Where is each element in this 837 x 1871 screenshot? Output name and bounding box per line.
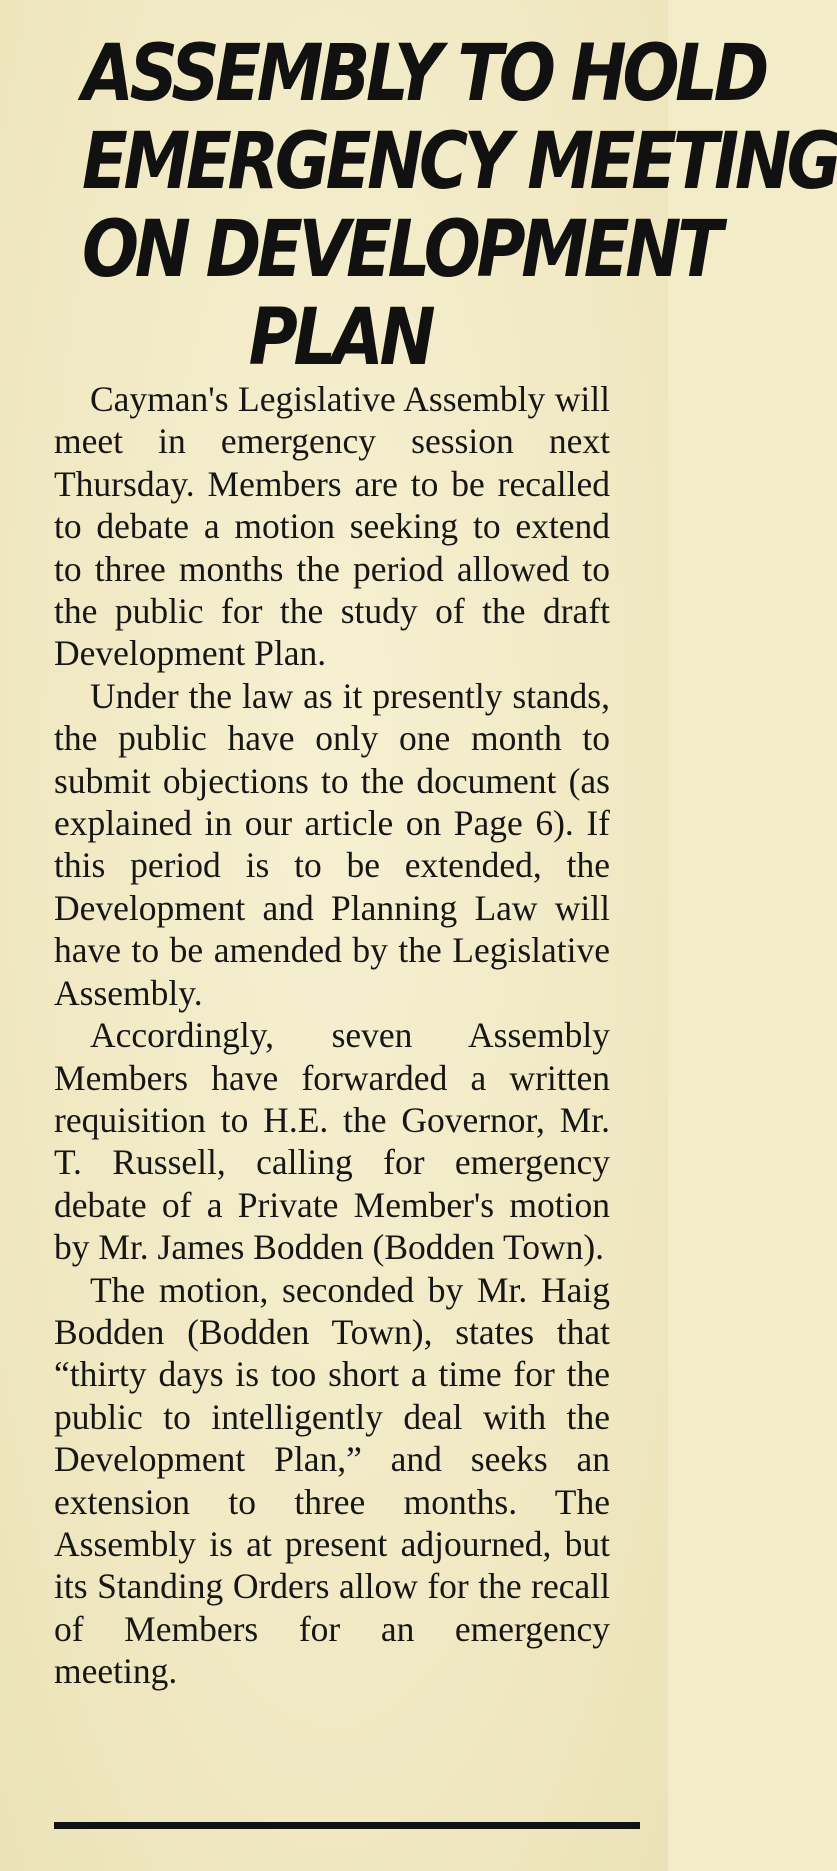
headline-line: PLAN bbox=[248, 293, 432, 383]
end-rule bbox=[54, 1822, 640, 1829]
article-body bbox=[54, 378, 610, 1693]
headline-line: ASSEMBLY TO HOLD bbox=[82, 29, 766, 119]
headline-line: ON DEVELOPMENT bbox=[82, 205, 719, 295]
headline-line: EMERGENCY MEETING bbox=[82, 117, 837, 207]
paragraph: The motion, seconded by Mr. Haig Bodden (Bodden Town), states that “thirty days is too short a time for the public to intelligently deal with the Development Plan,” and seeks an extension to three months. The Assembly is at present adjourned, but its Standing Orders allow for the recall of Members for an emergency meeting. bbox=[54, 1269, 610, 1692]
paragraph: Cayman's Legislative Assembly will meet in emergency session next Thursday. Members are to be recalled to debate a motion seeking to extend to three months the period allowed to the public for the study of the draft Development Plan. bbox=[54, 379, 610, 674]
paragraph: Accordingly, seven Assembly Members have forwarded a written requisition to H.E. the Governor, Mr. T. Russell, calling for emergency debate of a Private Member's motion by Mr. James Bodden (Bodden Town). bbox=[54, 1015, 610, 1268]
headline bbox=[82, 29, 837, 383]
paragraph: Under the law as it presently stands, the public have only one month to submit objections to the document (as explained in our article on Page 6). If this period is to be extended, the Development and Planning Law will have to be amended by the Legislative Assembly. bbox=[54, 675, 610, 1013]
